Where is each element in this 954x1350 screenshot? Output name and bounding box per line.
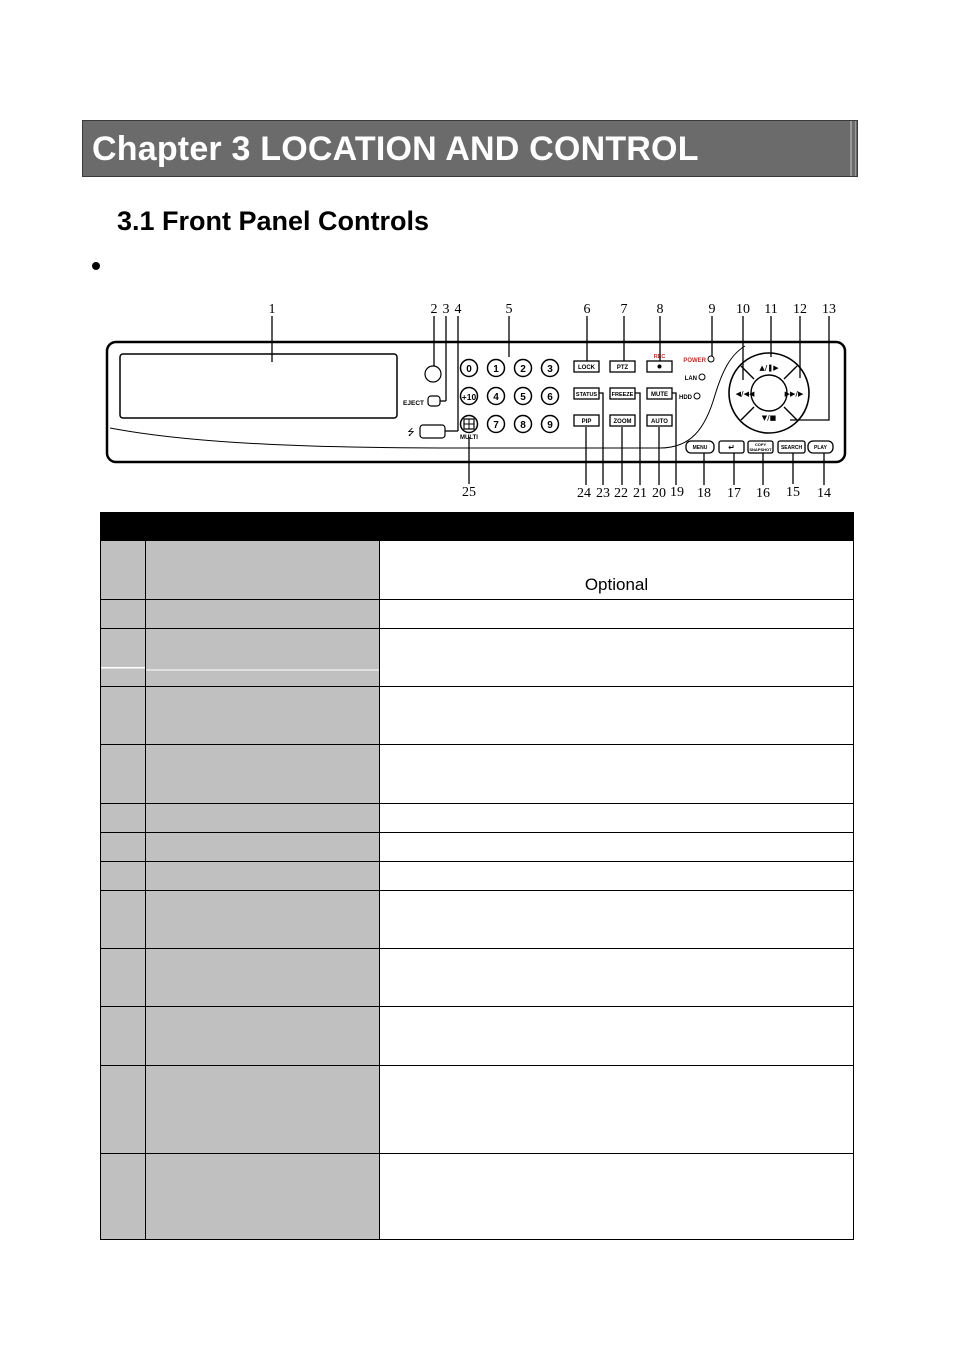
table-row [101, 541, 854, 600]
menu-label: MENU [692, 445, 708, 451]
callout-4: 4 [454, 302, 462, 317]
row-name-cell [146, 687, 380, 745]
header-stripe [855, 121, 856, 176]
row-number-cell [101, 1066, 146, 1154]
freeze-label: FREEZE [611, 392, 634, 398]
row-name-cell [146, 804, 380, 833]
row-number-cell [101, 745, 146, 804]
row-number-cell [101, 891, 146, 949]
rec-label: REC [653, 354, 666, 360]
section-title: 3.1 Front Panel Controls [117, 206, 430, 236]
callout-12: 12 [793, 302, 807, 317]
callout-5: 5 [505, 302, 513, 317]
row-desc-cell [380, 541, 854, 600]
row-desc-cell [380, 1154, 854, 1240]
multi-label: MULTI [460, 435, 478, 441]
callout-13: 13 [822, 302, 836, 317]
row-name-cell [146, 949, 380, 1007]
row-desc-cell [380, 804, 854, 833]
right-forward-icon: ▶▶/▶ [784, 390, 804, 398]
key-5-label: 5 [520, 392, 526, 403]
key-2-label: 2 [520, 364, 526, 375]
search-label: SEARCH [780, 445, 803, 451]
row-desc-cell [380, 949, 854, 1007]
table-row [101, 1154, 854, 1240]
table-header-row [101, 513, 854, 541]
usb-port [420, 425, 445, 438]
ir-sensor [425, 366, 441, 382]
callout-1: 1 [268, 302, 276, 317]
left-rewind-icon: ◀/◀◀ [735, 390, 755, 398]
callout-16: 16 [756, 486, 770, 501]
table-row [101, 629, 854, 687]
disc-tray [120, 354, 397, 418]
row-desc-text [380, 944, 853, 948]
power-led [708, 356, 714, 362]
row-name-cell [146, 745, 380, 804]
snapshot-label: SNAPSHOT [749, 447, 772, 452]
callout-9: 9 [708, 302, 716, 317]
down-stop-icon: ▼/■ [761, 414, 777, 422]
header-cell [146, 513, 380, 541]
row-desc-text [380, 740, 853, 744]
row-number-cell [101, 804, 146, 833]
key-6-label: 6 [547, 392, 553, 403]
key-7-label: 7 [493, 420, 499, 431]
rec-dot [658, 365, 662, 369]
key-8-label: 8 [520, 420, 526, 431]
table-row [101, 949, 854, 1007]
chapter-header [82, 120, 858, 177]
row-desc-cell [380, 1066, 854, 1154]
row-name-cell [146, 891, 380, 949]
row-desc-text: Optional [584, 575, 649, 594]
callout-25: 25 [462, 485, 476, 500]
callout-18: 18 [697, 486, 711, 501]
pip-label: PIP [581, 419, 592, 425]
usb-symbol: ⭍ [407, 428, 415, 438]
row-number-cell [101, 949, 146, 1007]
bullet-dot [92, 262, 100, 270]
row-desc-text [380, 857, 853, 861]
row-number-cell [101, 1154, 146, 1240]
row-number-cell [101, 629, 146, 687]
row-name-cell [146, 541, 380, 600]
table-row [101, 833, 854, 862]
callout-20: 20 [652, 486, 666, 501]
callout-22: 22 [614, 486, 628, 501]
power-label: POWER [683, 358, 706, 364]
eject-label: EJECT [403, 400, 424, 407]
hdd-label: HDD [679, 395, 692, 401]
row-number-cell [101, 541, 146, 600]
callout-21: 21 [633, 486, 647, 501]
header-stripe [850, 121, 852, 176]
row-desc-cell [380, 1007, 854, 1066]
header-cell [101, 513, 146, 541]
status-label: STATUS [575, 392, 598, 398]
callout-3: 3 [442, 302, 450, 317]
table-row [101, 804, 854, 833]
callout-7: 7 [620, 302, 628, 317]
direction-pad [729, 353, 809, 433]
callout-19: 19 [670, 485, 684, 500]
table-row [101, 1066, 854, 1154]
row-desc-cell [380, 862, 854, 891]
callout-8: 8 [656, 302, 664, 317]
callout-23: 23 [596, 486, 610, 501]
key-9-label: 9 [547, 420, 553, 431]
row-number-cell [101, 862, 146, 891]
row-name-cell [146, 629, 380, 687]
row-desc-cell [380, 891, 854, 949]
header-cell [380, 513, 854, 541]
row-desc-cell [380, 629, 854, 687]
eject-button [428, 396, 440, 406]
hdd-led [694, 393, 700, 399]
row-desc-text [380, 1002, 853, 1006]
row-number-cell [101, 687, 146, 745]
row-name-cell [146, 1066, 380, 1154]
row-desc-text [380, 1061, 853, 1065]
play-label: PLAY [814, 445, 827, 451]
table-row [101, 891, 854, 949]
row-number-cell [101, 1007, 146, 1066]
callout-14: 14 [817, 486, 831, 501]
row-desc-cell [380, 687, 854, 745]
front-panel-diagram [0, 290, 954, 505]
callout-17: 17 [727, 486, 741, 501]
row-desc-text [380, 682, 853, 686]
callout-15: 15 [786, 485, 800, 500]
row-number-cell [101, 600, 146, 629]
callout-11: 11 [764, 302, 778, 317]
table-row [101, 745, 854, 804]
ptz-label: PTZ [616, 365, 629, 371]
row-name-cell [146, 833, 380, 862]
row-name-cell [146, 862, 380, 891]
table-row [101, 862, 854, 891]
row-desc-text [380, 886, 853, 890]
row-name-cell [146, 600, 380, 629]
callout-6: 6 [583, 302, 591, 317]
callout-2: 2 [430, 302, 438, 317]
zoom-label: ZOOM [613, 419, 632, 425]
key-plus10-label: +10 [461, 392, 477, 402]
key-3-label: 3 [547, 364, 553, 375]
row-name-cell [146, 1154, 380, 1240]
callout-24: 24 [577, 486, 591, 501]
controls-table-grid [100, 512, 854, 1240]
lan-label: LAN [684, 376, 697, 382]
row-number-cell [101, 833, 146, 862]
key-1-label: 1 [493, 364, 499, 375]
table-row [101, 600, 854, 629]
enter-icon: ↵ [728, 443, 735, 452]
callout-10: 10 [736, 302, 750, 317]
row-desc-cell [380, 833, 854, 862]
table-row [101, 687, 854, 745]
row-desc-text [380, 1235, 853, 1239]
row-desc-text [380, 828, 853, 832]
row-desc-text [380, 1149, 853, 1153]
controls-table [100, 512, 854, 1240]
lan-led [699, 374, 705, 380]
row-name-cell [146, 1007, 380, 1066]
row-desc-text [380, 799, 853, 803]
row-desc-text [380, 624, 853, 628]
auto-label: AUTO [651, 419, 668, 425]
lock-label: LOCK [578, 365, 595, 371]
copy-label: COPY [754, 442, 767, 447]
chapter-title: Chapter 3 LOCATION AND CONTROL [92, 130, 699, 168]
key-4-label: 4 [493, 392, 499, 403]
key-0-label: 0 [466, 364, 472, 375]
up-pause-icon: ▲/❚▶ [759, 364, 779, 372]
row-desc-cell [380, 745, 854, 804]
mute-label: MUTE [651, 392, 668, 398]
table-row [101, 1007, 854, 1066]
row-desc-cell [380, 600, 854, 629]
